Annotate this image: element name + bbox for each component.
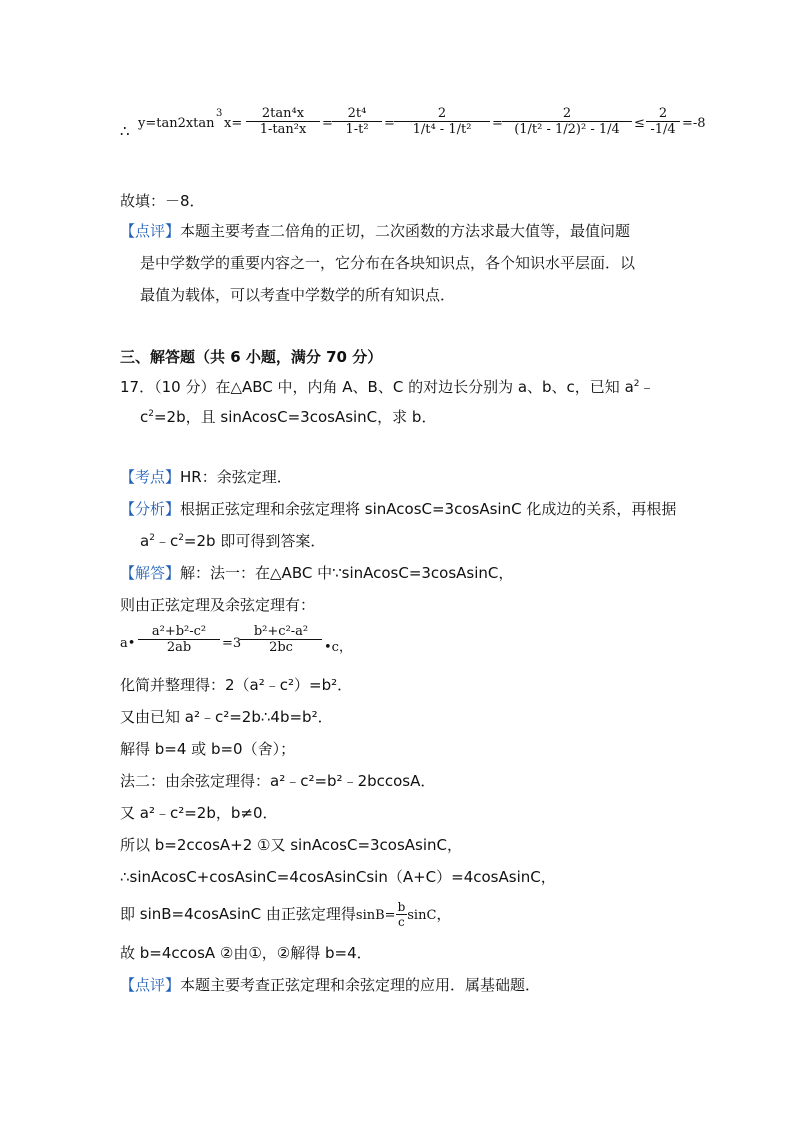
review-tag: 【点评】 xyxy=(120,222,181,240)
jieda-line-3: 化简并整理得：2（a²﹣c²）=b²． xyxy=(120,676,353,694)
formula-max-value xyxy=(120,100,706,176)
fraction-3: $\frac{2}{\text{1/t⁴ - 1/t²}}$ xyxy=(394,106,490,137)
kaodian-tag: 【考点】 xyxy=(120,468,181,486)
jieda-line-6: 法二：由余弦定理得：a²﹣c²=b²﹣2bccosA． xyxy=(120,772,436,790)
section-title: 三、解答题（共 6 小题，满分 70 分） xyxy=(120,348,383,366)
formula-law-of-cosines: a• $\frac{\text{a²+b²-c²}}{2ab}$ =3 $\frac{\text{b²+c²-a²}}{2bc}$ •c， xyxy=(120,624,352,655)
jieda-line-2: 则由正弦定理及余弦定理有： xyxy=(120,596,316,614)
question-17-line-1: 17．（10 分）在△ABC 中，内角 A、B、C 的对边长分别为 a、b、c，已知 $a^2﹣$ xyxy=(120,378,655,396)
fraction-2: $\frac{\text{2t⁴}}{\text{1-t²}}$ xyxy=(332,106,382,137)
answer-fill: 故填：－8． xyxy=(120,192,205,210)
therefore-symbol: ∴ xyxy=(120,122,130,140)
fraction-4: $\frac{2}{\text{(1/t² - 1/2)² - 1/4}}$ xyxy=(502,106,632,137)
jieda-line-9: ∴sinAcosC+cosAsinC=4cosAsinCsin（A+C）=4cosAsinC， xyxy=(120,868,556,886)
leq-symbol: ≤ xyxy=(634,116,645,131)
review-1-line-3: 最值为载体，可以考查中学数学的所有知识点． xyxy=(140,286,456,304)
jieda-line-4: 又由已知 a²﹣c²=2b∴4b=b²． xyxy=(120,708,333,726)
fraction-mid-1: $\frac{\text{a²+b²-c²}}{2ab}$ xyxy=(138,624,220,655)
jieda-line-1: 【解答】解：法一：在△ABC 中∵sinAcosC=3cosAsinC， xyxy=(120,564,514,582)
jieda-line-8: 所以 b=2ccosA+2 ①又 sinAcosC=3cosAsinC， xyxy=(120,836,463,854)
equals-2: = xyxy=(384,116,395,131)
fenxi-tag: 【分析】 xyxy=(120,500,181,518)
fraction-5: $\frac{2}{-1/4}$ xyxy=(646,106,680,137)
fenxi-line-1: 【分析】根据正弦定理和余弦定理将 sinAcosC=3cosAsinC 化成边的关系，再根据 xyxy=(120,500,677,518)
fraction-mid-2: $\frac{\text{b²+c²-a²}}{2bc}$ xyxy=(240,624,322,655)
kaodian-line: 【考点】HR：余弦定理． xyxy=(120,468,292,486)
equals-1: = xyxy=(322,116,333,131)
review-1-line-2: 是中学数学的重要内容之一，它分布在各块知识点，各个知识水平层面．以 xyxy=(140,254,636,272)
formula-lhs-x: x= xyxy=(224,116,243,131)
fraction-1: $\frac{\text{2tan⁴x}}{\text{1-tan²x}}$ xyxy=(246,106,320,137)
review-tag-2: 【点评】 xyxy=(120,976,181,994)
review-1-line-1: 【点评】本题主要考查二倍角的正切，二次函数的方法求最大值等，最值问题 xyxy=(120,222,631,240)
jieda-line-5: 解得 b=4 或 b=0（舍）； xyxy=(120,740,296,758)
fenxi-line-2: $a^2﹣c^2=2b$ 即可得到答案． xyxy=(140,532,326,550)
jieda-line-7: 又 a²﹣c²=2b，b≠0． xyxy=(120,804,278,822)
review-2-line: 【点评】本题主要考查正弦定理和余弦定理的应用．属基础题． xyxy=(120,976,541,994)
formula-lhs: y=tan2xtan xyxy=(138,116,215,131)
jieda-line-11: 故 b=4ccosA ②由①，②解得 b=4． xyxy=(120,944,372,962)
jieda-line-10: 即 sinB=4cosAsinC 由正弦定理得sinB= $\frac{b}{c}$ sinC， xyxy=(120,900,452,929)
jieda-tag: 【解答】 xyxy=(120,564,181,582)
question-17-line-2: $c^2=2b$，且 sinAcosC=3cosAsinC，求 b． xyxy=(140,408,437,426)
formula-lhs-exp: 3 xyxy=(216,108,223,119)
fraction-b-over-c: $\frac{b}{c}$ xyxy=(397,900,406,929)
equals-3: = xyxy=(492,116,503,131)
formula-result: =-8 xyxy=(682,116,706,131)
